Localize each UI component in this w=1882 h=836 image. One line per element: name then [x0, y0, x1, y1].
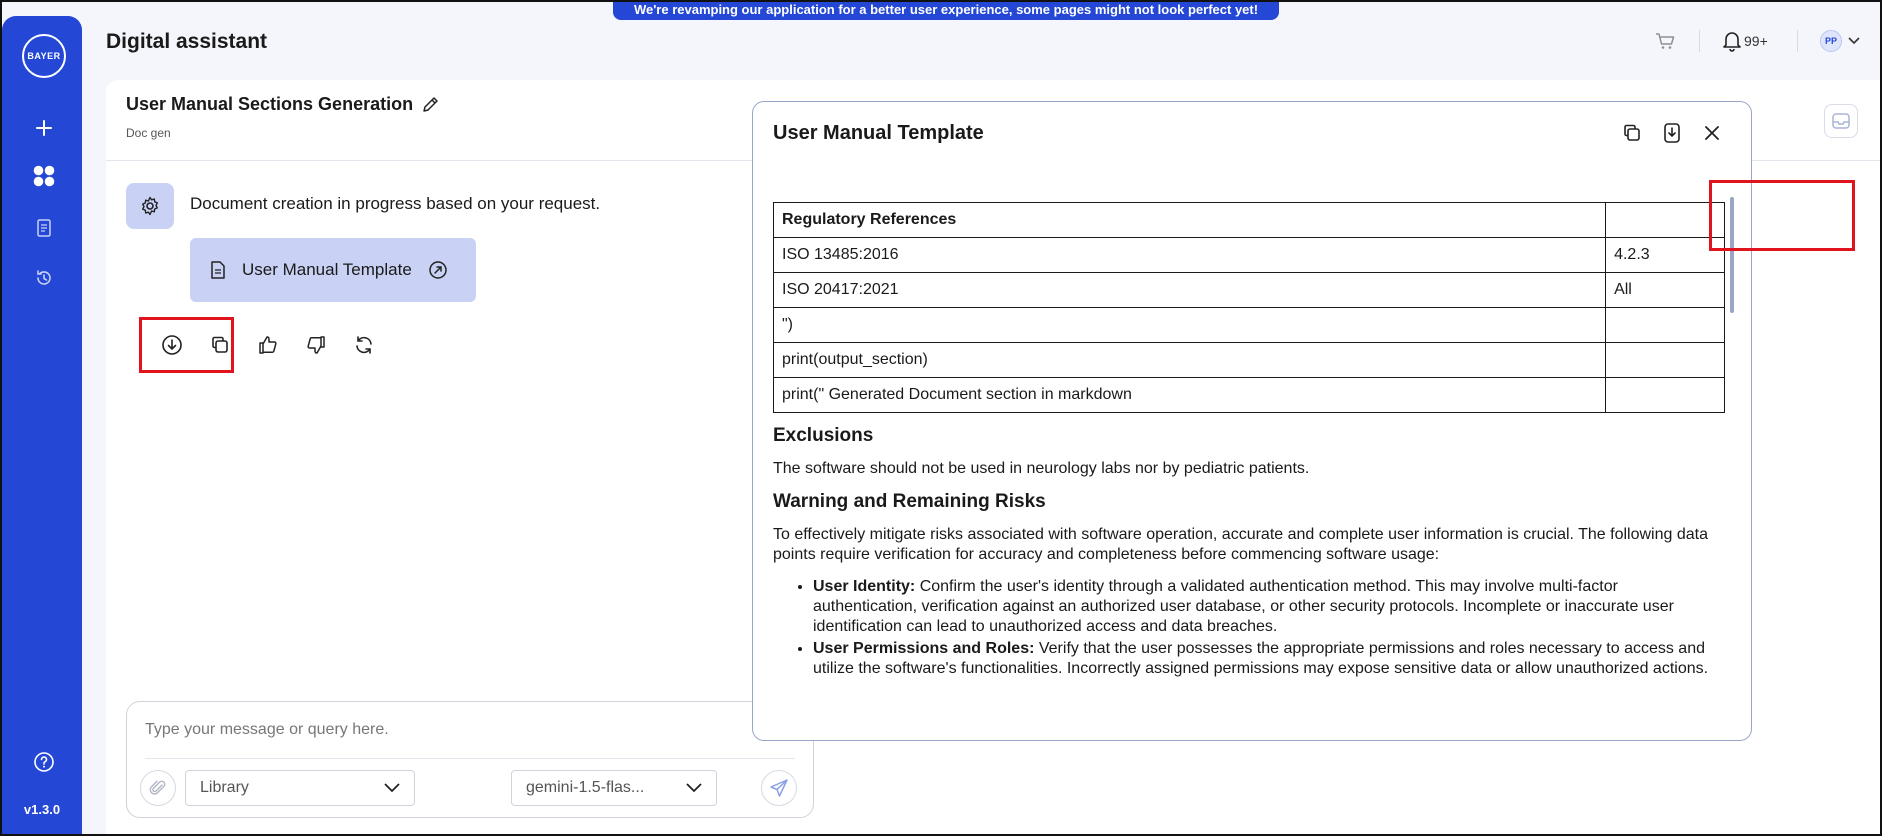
chat-input-area	[126, 701, 814, 818]
like-button[interactable]	[253, 330, 283, 360]
document-preview-panel	[752, 101, 1752, 741]
thumbs-down-icon	[305, 334, 327, 356]
list-item	[813, 639, 1725, 679]
table-cell: Regulatory References	[774, 203, 1606, 238]
document-content	[773, 202, 1725, 681]
send-icon	[769, 778, 789, 798]
help-icon	[33, 751, 55, 773]
library-select-value: Library	[200, 779, 249, 796]
user-menu[interactable]	[1820, 28, 1860, 54]
highlight-box	[139, 317, 234, 373]
regenerate-icon	[353, 334, 375, 356]
chevron-down-icon	[384, 783, 400, 793]
list-item-text: Verify that the user possesses the appropriate permissions and roles necessary to access and utilize the software's functionalities. Incorrectly assigned permissions may expose sensitive data or allow unauthorized actions.	[813, 640, 1709, 677]
logo-text: BAYER	[27, 51, 61, 61]
table-cell	[1606, 203, 1725, 238]
history-icon	[34, 268, 54, 288]
panel-download-button[interactable]	[1657, 118, 1687, 148]
table-row	[774, 378, 1725, 413]
conversation-title-text: User Manual Sections Generation	[126, 94, 414, 114]
list-item	[813, 577, 1725, 637]
inbox-icon	[1831, 112, 1851, 130]
documents-button[interactable]	[26, 210, 62, 246]
assistant-avatar	[126, 183, 174, 229]
input-divider	[145, 758, 795, 759]
download-file-icon	[1662, 122, 1682, 144]
model-select-value: gemini-1.5-flas...	[526, 779, 645, 796]
model-select[interactable]	[511, 770, 717, 806]
toggle-panel-button[interactable]	[1824, 104, 1858, 138]
avatar: PP	[1820, 30, 1842, 52]
table-cell: print(" Generated Document section in markdown	[774, 378, 1606, 413]
thumbs-up-icon	[257, 334, 279, 356]
notification-count: 99+	[1744, 33, 1768, 49]
regulatory-table	[773, 202, 1725, 413]
table-row	[774, 203, 1725, 238]
conversation-title	[126, 94, 439, 115]
cart-icon	[1654, 31, 1676, 51]
table-cell: All	[1606, 273, 1725, 308]
table-row	[774, 238, 1725, 273]
risks-list	[773, 577, 1725, 679]
table-cell	[1606, 378, 1725, 413]
list-item-term: User Identity:	[813, 578, 916, 595]
send-button[interactable]	[761, 770, 797, 806]
open-arrow-icon	[428, 260, 448, 280]
new-chat-button[interactable]	[26, 110, 62, 146]
table-row	[774, 308, 1725, 343]
pencil-icon	[421, 96, 439, 114]
attach-button[interactable]	[140, 770, 176, 806]
exclusions-text: The software should not be used in neurology labs nor by pediatric patients.	[773, 460, 1310, 477]
list-item-text: Confirm the user's identity through a validated authentication method. This may involve multi-factor authentication, verification against an authorized user database, or other security protocols. Incomplete or inaccurate user identification can lead to unauthorized access and data breaches.	[813, 578, 1674, 635]
app-version: v1.3.0	[23, 802, 61, 817]
announcement-banner: We're revamping our application for a better user experience, some pages might not look perfect yet!	[613, 0, 1279, 20]
bell-icon	[1722, 30, 1742, 52]
apps-button[interactable]	[26, 158, 62, 194]
table-cell	[1606, 343, 1725, 378]
table-row	[774, 343, 1725, 378]
library-select[interactable]	[185, 770, 415, 806]
notifications-button[interactable]	[1722, 28, 1768, 54]
table-row	[774, 273, 1725, 308]
regenerate-button[interactable]	[349, 330, 379, 360]
table-cell	[1606, 308, 1725, 343]
list-item-term: User Permissions and Roles:	[813, 640, 1035, 657]
help-button[interactable]	[26, 744, 62, 780]
header-divider	[1699, 30, 1700, 52]
message-input[interactable]	[145, 712, 793, 748]
chevron-down-icon	[686, 783, 702, 793]
table-cell: ")	[774, 308, 1606, 343]
highlight-box	[1709, 180, 1855, 251]
bayer-logo[interactable]	[22, 34, 66, 78]
panel-close-button[interactable]	[1697, 118, 1727, 148]
edit-title-button[interactable]	[421, 96, 439, 114]
chevron-down-icon	[1848, 37, 1860, 45]
document-chip-label: User Manual Template	[242, 260, 412, 279]
table-cell: print(output_section)	[774, 343, 1606, 378]
document-icon	[36, 219, 52, 237]
exclusions-heading: Exclusions	[773, 425, 874, 446]
copy-icon	[1622, 123, 1642, 143]
app-title: Digital assistant	[106, 30, 268, 53]
panel-title: User Manual Template	[773, 122, 984, 144]
table-cell: 4.2.3	[1606, 238, 1725, 273]
cart-button[interactable]	[1654, 28, 1676, 54]
conversation-subtitle: Doc gen	[126, 126, 171, 140]
close-icon	[1703, 124, 1721, 142]
gear-icon	[139, 195, 161, 217]
panel-copy-button[interactable]	[1617, 118, 1647, 148]
plus-icon	[35, 119, 53, 137]
history-button[interactable]	[26, 260, 62, 296]
risks-text: To effectively mitigate risks associated with software operation, accurate and complete user information is crucial. The following data points require verification for accuracy and completeness before commencing software usage:	[773, 526, 1708, 563]
apps-grid-icon	[32, 164, 56, 188]
table-cell: ISO 13485:2016	[774, 238, 1606, 273]
risks-heading: Warning and Remaining Risks	[773, 491, 1046, 512]
file-icon	[210, 260, 226, 280]
table-cell: ISO 20417:2021	[774, 273, 1606, 308]
assistant-message: Document creation in progress based on your request.	[190, 194, 601, 213]
paperclip-icon	[149, 779, 167, 797]
sidebar	[2, 16, 82, 834]
document-chip[interactable]	[190, 238, 476, 302]
dislike-button[interactable]	[301, 330, 331, 360]
header-divider	[1797, 30, 1798, 52]
